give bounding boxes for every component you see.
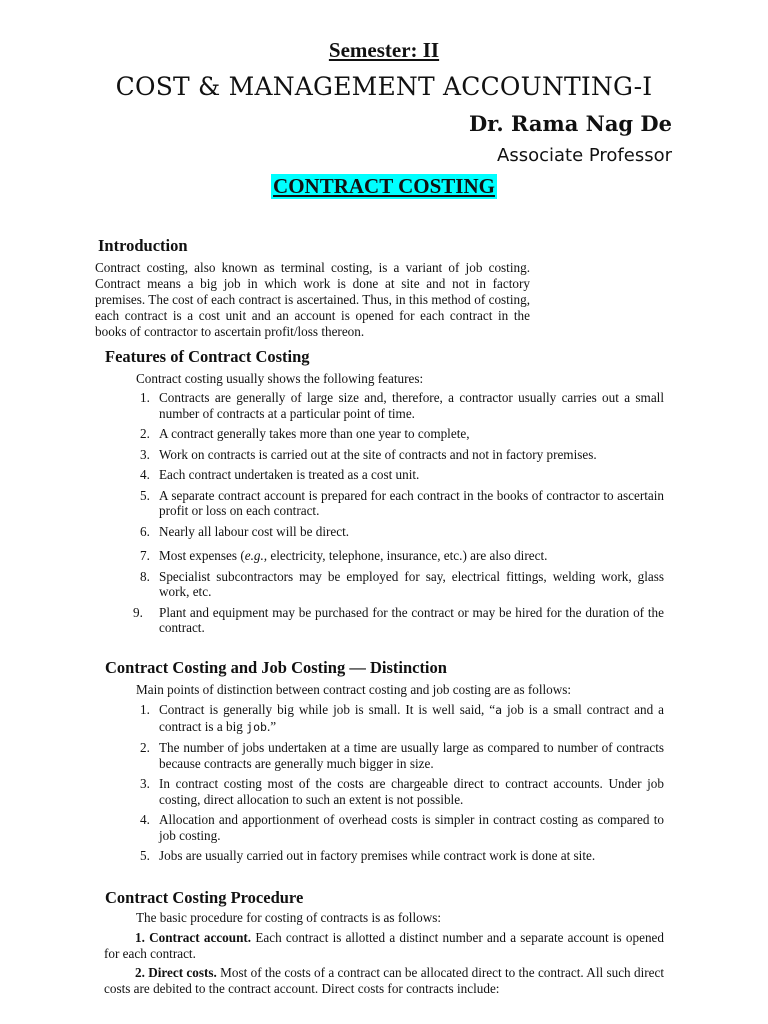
item-text: Each contract undertaken is treated as a cost unit. — [159, 467, 420, 482]
item-text: Contract is generally big while job is small. It is well said, “ — [159, 702, 496, 717]
procedure-step — [104, 930, 664, 962]
features-lead: Contract costing usually shows the following features: — [136, 371, 424, 386]
item-text: Work on contracts is carried out at the site of contracts and not in factory premises. — [159, 446, 597, 462]
introduction-heading: Introduction — [98, 236, 188, 255]
step-text: Each contract is allotted a distinct number and a separate account is opened for each contract. — [104, 930, 664, 961]
item-number: 4. — [140, 812, 150, 827]
item-text: a — [495, 703, 503, 717]
list-item — [130, 848, 664, 864]
list-item — [130, 702, 664, 735]
item-text: Nearly all labour cost will be direct. — [159, 523, 350, 539]
item-text: job — [246, 719, 267, 734]
distinction-list — [130, 702, 664, 864]
procedure-step — [104, 965, 664, 997]
item-text: Specialist subcontractors may be employed for say, electrical fittings, welding work, glass work, etc. — [159, 568, 664, 599]
item-text: In contract costing most of the costs are chargeable direct to contract accounts. Under job costing, direct allocation to such an extent is not possible. — [159, 776, 664, 807]
list-item — [130, 548, 664, 564]
course-title: COST & MANAGEMENT ACCOUNTING-I — [115, 72, 653, 101]
list-item — [130, 390, 664, 421]
item-text: electricity, telephone, insurance, etc.) are also direct. — [267, 548, 548, 563]
item-number: 2. — [140, 740, 150, 755]
features-list — [130, 390, 664, 636]
list-item — [130, 447, 664, 463]
item-text: The number of jobs undertaken at a time are usually large as compared to number of contracts because contracts are generally much bigger in size. — [159, 740, 664, 771]
item-number: 9. — [133, 604, 143, 620]
item-text: Contracts are generally of large size and, therefore, a contractor usually carries out a small number of contracts at a particular point of time. — [159, 390, 664, 421]
list-item — [130, 488, 664, 519]
procedure-lead: The basic procedure for costing of contracts is as follows: — [136, 910, 442, 925]
item-text: .” — [266, 718, 277, 734]
distinction-lead: Main points of distinction between contract costing and job costing are as follows: — [136, 682, 572, 697]
item-number: 4. — [140, 467, 150, 482]
author-name: Dr. Rama Nag De — [468, 111, 672, 136]
list-item — [130, 740, 664, 771]
author-designation: Associate Professor — [497, 145, 672, 166]
item-text: Allocation and apportionment of overhead costs is simpler in contract costing as compared to job costing. — [159, 812, 664, 843]
step-text: Most of the costs of a contract can be allocated direct to the contract. All such direct costs are debited to the contract account. Direct costs for contracts include: — [104, 965, 664, 996]
list-item — [130, 569, 664, 600]
item-number: 5. — [140, 848, 150, 863]
item-text: Most expenses ( — [159, 548, 245, 563]
list-item — [130, 776, 664, 807]
item-text: job is a small contract and a contract is a big — [159, 702, 664, 734]
topic-heading-wrap — [0, 174, 768, 199]
item-number: 6. — [140, 523, 150, 539]
semester-label: Semester: II — [328, 38, 440, 62]
list-item — [130, 812, 664, 843]
item-number: 5. — [140, 487, 150, 503]
item-text: A contract generally takes more than one year to complete, — [159, 426, 470, 441]
item-text: Plant and equipment may be purchased for the contract or may be hired for the duration of the contract. — [159, 604, 664, 635]
step-label: 1. Contract account. — [135, 930, 252, 945]
item-number: 1. — [140, 390, 150, 405]
item-number: 1. — [140, 702, 150, 717]
features-heading: Features of Contract Costing — [105, 347, 310, 366]
list-item — [130, 426, 664, 442]
item-text: A separate contract account is prepared for each contract in the books of contractor to ascertain profit or loss on each contract. — [159, 487, 664, 518]
list-item — [130, 605, 664, 636]
item-text: Jobs are usually carried out in factory premises while contract work is done at site. — [159, 848, 596, 863]
introduction-paragraph: Contract costing, also known as terminal costing, is a variant of job costing. Contract means a big job in which work is done at site and not in factory premises. The cost of each contract is ascertained. Thus, in this method of costing, each contract is a cost unit and an account is opened for each contract in the books of contractor to ascertain profit/loss thereon. — [95, 260, 530, 339]
step-label: 2. Direct costs. — [135, 965, 217, 980]
item-number: 8. — [140, 568, 150, 584]
item-number: 3. — [140, 446, 150, 462]
distinction-heading: Contract Costing and Job Costing — Distinction — [105, 658, 447, 677]
list-item — [130, 524, 664, 540]
procedure-heading: Contract Costing Procedure — [105, 888, 304, 907]
item-number: 2. — [140, 426, 150, 441]
item-number: 3. — [140, 776, 150, 791]
item-emphasis: e.g., — [244, 548, 268, 563]
topic-heading: CONTRACT COSTING — [273, 174, 495, 198]
list-item — [130, 467, 664, 483]
item-number: 7. — [140, 548, 150, 563]
